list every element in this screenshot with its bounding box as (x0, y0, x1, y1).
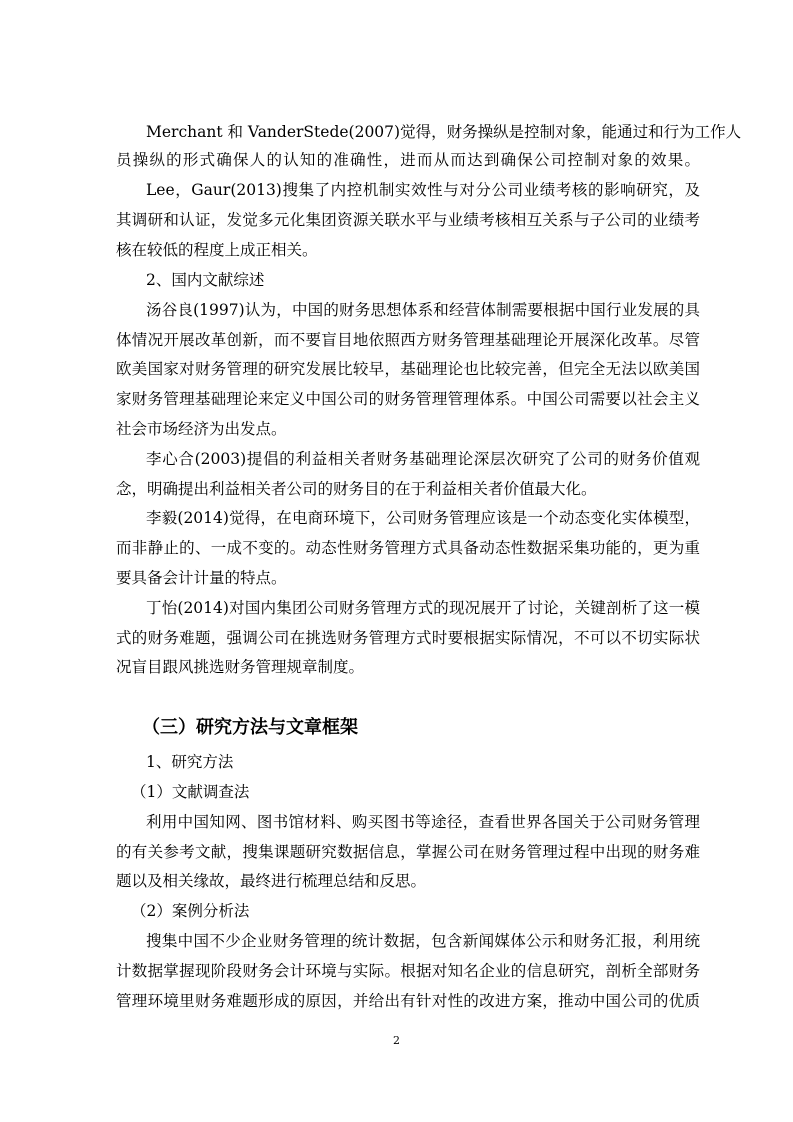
paragraph-line: 要具备会计计量的特点。 (116, 569, 287, 587)
method-heading: （2）案例分析法 (131, 902, 250, 920)
paragraph-line: Lee，Gaur(2013)搜集了内控机制实效性与对分公司业绩考核的影响研究，及 (146, 181, 700, 199)
paragraph-line: 丁怡(2014)对国内集团公司财务管理方式的现况展开了讨论，关键剖析了这一模 (146, 599, 700, 617)
paragraph-line: 社会市场经济为出发点。 (116, 420, 287, 438)
paragraph-line: 搜集中国不少企业财务管理的统计数据，包含新闻媒体公示和财务汇报，利用统 (146, 932, 700, 950)
paragraph-line: 其调研和认证，发觉多元化集团资源关联水平与业绩考核相互关系与子公司的业绩考 (116, 211, 700, 229)
paragraph-line: 家财务管理基础理论来定义中国公司的财务管理管理体系。中国公司需要以社会主义 (116, 390, 700, 408)
page-number: 2 (393, 1034, 400, 1047)
paragraph-line: 况盲目跟风挑选财务管理规章制度。 (116, 658, 365, 676)
paragraph-line: 利用中国知网、图书馆材料、购买图书等途径，查看世界各国关于公司财务管理 (146, 813, 700, 831)
section-heading: （三）研究方法与文章框架 (142, 717, 358, 738)
paragraph-line: 题以及相关缘故，最终进行梳理总结和反思。 (116, 872, 427, 890)
paragraph-line: 汤谷良(1997)认为，中国的财务思想体系和经营体制需要根据中国行业发展的具 (146, 301, 700, 319)
method-heading: （1）文献调查法 (131, 783, 250, 801)
paragraph-line: 而非静止的、一成不变的。动态性财务管理方式具备动态性数据采集功能的，更为重 (116, 539, 700, 557)
subsection-heading: 2、国内文献综述 (146, 271, 265, 289)
paragraph-line: Merchant 和 VanderStede(2007)觉得，财务操纵是控制对象，能通过和行为工作人 (146, 123, 742, 141)
paragraph-line: 的有关参考文献，搜集课题研究数据信息，掌握公司在财务管理过程中出现的财务难 (116, 843, 700, 861)
paragraph-line: 核在较低的程度上成正相关。 (116, 241, 318, 259)
paragraph-line: 体情况开展改革创新，而不要盲目地依照西方财务管理基础理论开展深化改革。尽管 (116, 331, 700, 349)
paragraph-line: 式的财务难题，强调公司在挑选财务管理方式时要根据实际情况，不可以不切实际状 (116, 629, 700, 647)
paragraph-line: 李毅(2014)觉得，在电商环境下，公司财务管理应该是一个动态变化实体模型， (146, 509, 700, 527)
paragraph-line: 念，明确提出利益相关者公司的财务目的在于利益相关者价值最大化。 (116, 480, 597, 498)
paragraph-line: 计数据掌握现阶段财务会计环境与实际。根据对知名企业的信息研究，剖析全部财务 (116, 962, 700, 980)
paragraph-line: 员操纵的形式确保人的认知的准确性，进而从而达到确保公司控制对象的效果。 (116, 151, 700, 169)
subsection-heading: 1、研究方法 (146, 753, 234, 771)
paragraph-line: 欧美国家对财务管理的研究发展比较早，基础理论也比较完善，但完全无法以欧美国 (116, 360, 700, 378)
paragraph-line: 李心合(2003)提倡的利益相关者财务基础理论深层次研究了公司的财务价值观 (146, 450, 700, 468)
paragraph-line: 管理环境里财务难题形成的原因，并给出有针对性的改进方案，推动中国公司的优质 (116, 992, 700, 1010)
